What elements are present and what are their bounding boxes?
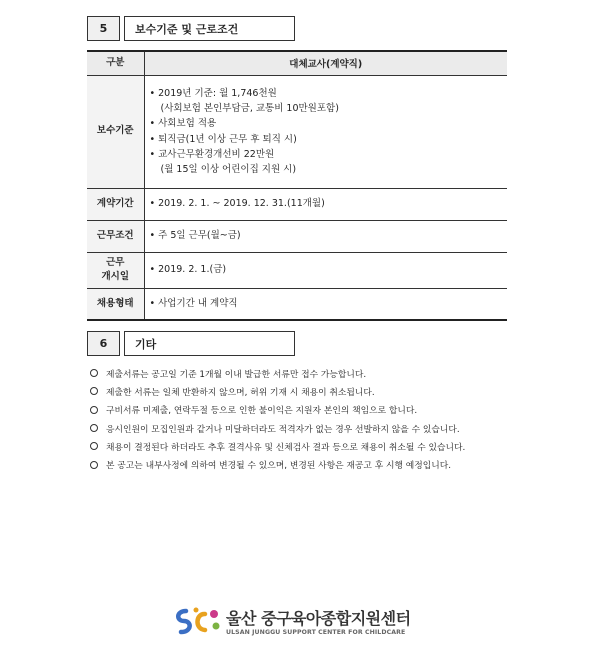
list-item bbox=[90, 364, 465, 382]
list-item bbox=[90, 401, 465, 419]
content-line: • 2019년 기준: 월 1,746천원 bbox=[149, 87, 277, 99]
section-6-header bbox=[87, 331, 295, 356]
content-line: (사회보험 본인부담금, 교통비 10만원포함) bbox=[160, 103, 339, 115]
section-title: 보수기준 및 근로조건 bbox=[124, 16, 295, 41]
content-line: • 퇴직금(1년 이상 근무 후 퇴직 시) bbox=[149, 133, 297, 145]
row-label: 근무조건 bbox=[87, 220, 144, 252]
notes-list bbox=[90, 364, 465, 474]
note-text: 제출한 서류는 일체 반환하지 않으며, 허위 기재 시 채용이 취소됩니다. bbox=[106, 387, 375, 398]
header-value: 대체교사(계약직) bbox=[144, 51, 507, 75]
table-row-pay bbox=[87, 75, 507, 188]
row-label-line: 근무 bbox=[106, 256, 125, 268]
row-content: • 2019. 2. 1. ~ 2019. 12. 31.(11개월) bbox=[144, 188, 507, 220]
list-item bbox=[90, 382, 465, 400]
list-item bbox=[90, 419, 465, 437]
logo-name-korean: 울산 중구육아종합지원센터 bbox=[226, 609, 411, 628]
list-item bbox=[90, 455, 465, 473]
content-line: • 사회보험 적용 bbox=[149, 118, 217, 130]
note-text: 응시인원이 모집인원과 같거나 미달하더라도 적격자가 없는 경우 선발하지 않을 수 있습니다. bbox=[106, 424, 460, 435]
childcare-center-logo-icon bbox=[172, 605, 222, 637]
row-label bbox=[87, 252, 144, 288]
row-content bbox=[144, 75, 507, 188]
circle-bullet-icon bbox=[90, 461, 98, 469]
row-label-line: 개시일 bbox=[101, 271, 130, 282]
circle-bullet-icon bbox=[90, 442, 98, 450]
table-row-work-conditions bbox=[87, 220, 507, 252]
note-text: 구비서류 미제출, 연락두절 등으로 인한 불이익은 지원자 본인의 책임으로 합니다. bbox=[106, 406, 418, 417]
section-number: 6 bbox=[87, 331, 120, 356]
table-row-employment-type bbox=[87, 288, 507, 320]
center-logo bbox=[172, 605, 411, 637]
table-row-contract-period bbox=[87, 188, 507, 220]
row-label: 계약기간 bbox=[87, 188, 144, 220]
logo-name-english: ULSAN JUNGGU SUPPORT CENTER FOR CHILDCARE bbox=[226, 629, 406, 636]
note-text: 본 공고는 내부사정에 의하여 변경될 수 있으며, 변경된 사항은 재공고 후 시행 예정입니다. bbox=[106, 461, 452, 472]
circle-bullet-icon bbox=[90, 369, 98, 377]
table-row-start-date bbox=[87, 252, 507, 288]
row-content: • 사업기간 내 계약직 bbox=[144, 288, 507, 320]
content-line: (월 15일 이상 어린이집 지원 시) bbox=[160, 163, 297, 175]
header-label: 구분 bbox=[87, 51, 144, 75]
circle-bullet-icon bbox=[90, 424, 98, 432]
row-content: • 주 5일 근무(월~금) bbox=[144, 220, 507, 252]
note-text: 채용이 결정된다 하더라도 추후 결격사유 및 신체검사 결과 등으로 채용이 취소될 수 있습니다. bbox=[106, 442, 466, 453]
circle-bullet-icon bbox=[90, 387, 98, 395]
section-number: 5 bbox=[87, 16, 120, 41]
section-title: 기타 bbox=[124, 331, 295, 356]
note-text: 제출서류는 공고일 기준 1개월 이내 발급한 서류만 접수 가능합니다. bbox=[106, 369, 367, 380]
content-line: • 교사근무환경개선비 22만원 bbox=[149, 148, 275, 160]
table-header-row bbox=[87, 51, 507, 75]
row-content: • 2019. 2. 1.(금) bbox=[144, 252, 507, 288]
row-label: 보수기준 bbox=[87, 75, 144, 188]
list-item bbox=[90, 437, 465, 455]
pay-conditions-table bbox=[87, 50, 507, 321]
section-5-header bbox=[87, 16, 295, 41]
circle-bullet-icon bbox=[90, 406, 98, 414]
row-label: 채용형태 bbox=[87, 288, 144, 320]
